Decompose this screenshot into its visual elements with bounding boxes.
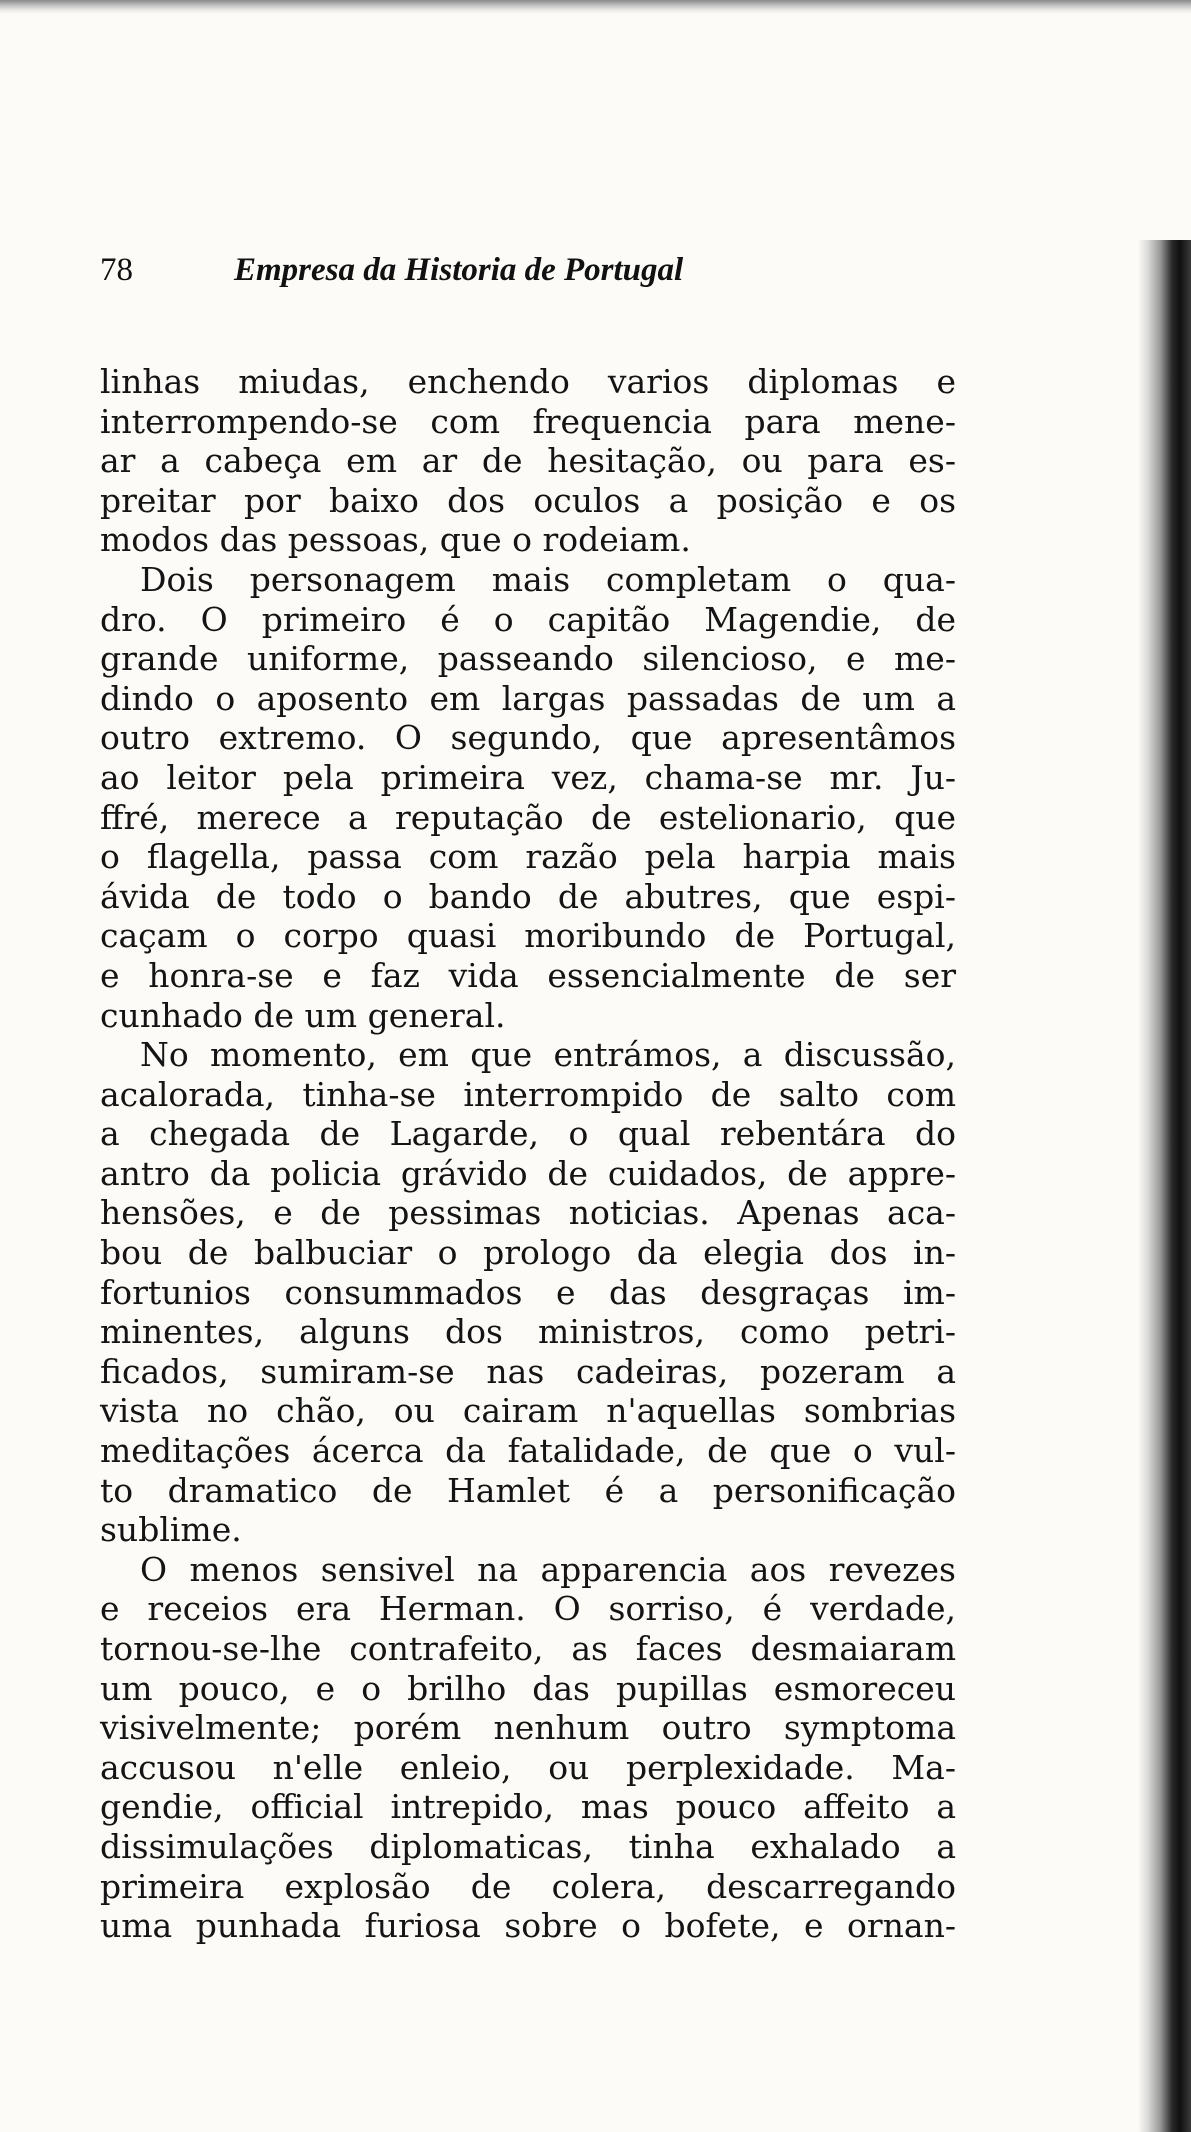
text-line: dro. O primeiro é o capitão Magendie, de <box>100 599 956 639</box>
text-line: sublime. <box>100 1510 242 1550</box>
text-line: dindo o aposento em largas passadas de um a <box>100 678 956 718</box>
text-line: linhas miudas, enchendo varios diplomas e <box>100 362 956 401</box>
text-line: interrompendo-se com frequencia para mene- <box>100 401 956 441</box>
page-binding-shadow <box>1138 240 1191 2132</box>
text-line: ávida de todo o bando de abutres, que espi- <box>100 876 956 916</box>
text-line: outro extremo. O segundo, que apresentâmos <box>100 718 956 758</box>
text-line: fortunios consummados e das desgraças im- <box>100 1272 956 1312</box>
text-line: dissimulações diplomaticas, tinha exhalado a <box>100 1826 956 1866</box>
text-line: minentes, alguns dos ministros, como petri- <box>100 1312 956 1352</box>
text-line: grande uniforme, passeando silencioso, e me- <box>100 639 956 679</box>
text-line: gendie, official intrepido, mas pouco affeito a <box>100 1787 956 1827</box>
text-line: o flagella, passa com razão pela harpia mais <box>100 837 956 877</box>
text-line: modos das pessoas, que o rodeiam. <box>100 520 691 560</box>
text-line: ar a cabeça em ar de hesitação, ou para es- <box>100 441 956 481</box>
text-line: antro da policia grávido de cuidados, de appre- <box>100 1153 956 1193</box>
page-number: 78 <box>100 252 133 288</box>
text-line: primeira explosão de colera, descarregando <box>100 1866 956 1906</box>
text-line: acalorada, tinha-se interrompido de salto com <box>100 1074 956 1114</box>
text-line: vista no chão, ou cairam n'aquellas sombrias <box>100 1391 956 1431</box>
text-line: accusou n'elle enleio, ou perplexidade. Ma- <box>100 1747 956 1787</box>
page-header <box>100 248 1000 298</box>
text-line: meditações ácerca da fatalidade, de que o vul- <box>100 1431 956 1471</box>
text-line: a chegada de Lagarde, o qual rebentára do <box>100 1114 956 1154</box>
text-line: bou de balbuciar o prologo da elegia dos in- <box>100 1233 956 1273</box>
text-line: ao leitor pela primeira vez, chama-se mr. Ju- <box>100 757 956 797</box>
text-line: tornou-se-lhe contrafeito, as faces desmaiaram <box>100 1629 956 1668</box>
text-line: O menos sensivel na apparencia aos revezes <box>140 1549 956 1589</box>
text-line: uma punhada furiosa sobre o bofete, e ornan- <box>100 1906 956 1946</box>
text-line: hensões, e de pessimas noticias. Apenas aca- <box>100 1193 956 1233</box>
text-line: ficados, sumiram-se nas cadeiras, pozeram a <box>100 1351 956 1391</box>
page-top-edge <box>0 0 1191 14</box>
text-line: caçam o corpo quasi moribundo de Portugal, <box>100 916 956 956</box>
text-line: visivelmente; porém nenhum outro symptoma <box>100 1708 956 1748</box>
text-line: Dois personagem mais completam o qua- <box>140 559 956 599</box>
text-line: e honra-se e faz vida essencialmente de ser <box>100 955 956 995</box>
text-line: e receios era Herman. O sorriso, é verdade, <box>100 1589 956 1629</box>
text-line: No momento, em que entrámos, a discussão, <box>140 1035 956 1075</box>
text-line: preitar por baixo dos oculos a posição e os <box>100 480 956 520</box>
running-title: Empresa da Historia de Portugal <box>234 252 684 288</box>
text-line: um pouco, e o brilho das pupillas esmoreceu <box>100 1668 956 1708</box>
body-text <box>100 362 956 1946</box>
text-line: to dramatico de Hamlet é a personificação <box>100 1470 956 1510</box>
text-line: ffré, merece a reputação de estelionario, que <box>100 797 956 837</box>
text-line: cunhado de um general. <box>100 995 506 1035</box>
